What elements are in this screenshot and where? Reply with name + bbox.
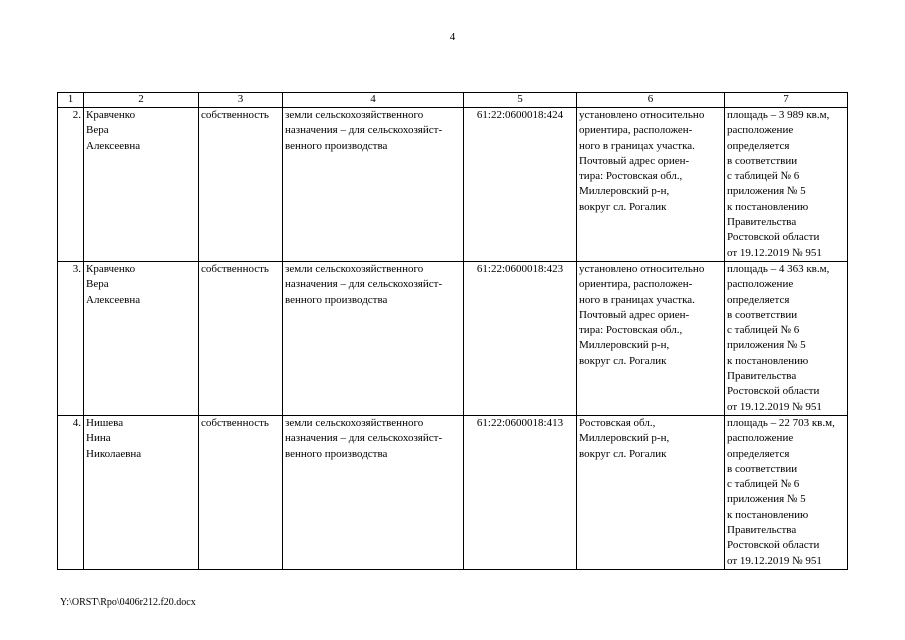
cadastral-number-cell: 61:22:0600018:424 [464,108,577,262]
cell-line: Ростовская обл., [579,416,656,429]
cell-line: Вера [86,278,109,291]
cell-line: приложения № 5 [727,185,806,198]
column-number: 3 [199,93,283,108]
cell-line: Нина [86,432,111,445]
cell-line: ного в границах участка. [579,293,695,306]
cell-line: венного производства [285,139,388,152]
cell-line: в соответствии [727,154,798,167]
cell-line: площадь – 4 363 кв.м, [727,262,830,275]
cell-line: земли сельскохозяйственного [285,262,424,275]
cell-line: Почтовый адрес ориен- [579,154,690,167]
cell-line: Правительства [727,216,797,229]
table-row [58,261,848,415]
cell-line: расположение [727,124,794,137]
right-type-cell: собственность [199,108,283,262]
column-number-row [58,93,848,108]
cell-line: определяется [727,139,790,152]
cell-line: назначения – для сельскохозяйст- [285,124,443,137]
location-cell [577,108,725,262]
table-row [58,415,848,569]
cell-line: Кравченко [86,109,136,121]
location-cell [577,415,725,569]
cell-line: с таблицей № 6 [727,478,800,491]
area-cell [725,108,848,262]
cell-line: ного в границах участка. [579,139,695,152]
cell-line: установлено относительно [579,109,705,121]
cell-line: вокруг сл. Рогалик [579,447,667,460]
owner-cell [84,261,199,415]
cadastral-number-cell: 61:22:0600018:413 [464,415,577,569]
cell-line: Правительства [727,370,797,383]
cell-line: Миллеровский р-н, [579,432,670,445]
page-number: 4 [449,31,456,43]
cell-line: Миллеровский р-н, [579,339,670,352]
cell-line: Правительства [727,524,797,537]
cell-line: Кравченко [86,262,136,275]
cell-line: Алексеевна [86,139,141,152]
cell-line: назначения – для сельскохозяйст- [285,278,443,291]
owner-cell [84,415,199,569]
row-number-cell: 3. [58,261,84,415]
cell-line: вокруг сл. Рогалик [579,200,667,213]
cell-line: ориентира, расположен- [579,278,693,291]
cell-line: приложения № 5 [727,493,806,506]
cell-line: Миллеровский р-н, [579,185,670,198]
row-number-cell: 4. [58,415,84,569]
cell-line: венного производства [285,293,388,306]
column-number: 4 [283,93,464,108]
cell-line: Нишева [86,416,124,429]
land-category-cell [283,108,464,262]
cell-line: вокруг сл. Рогалик [579,354,667,367]
owner-cell [84,108,199,262]
column-number: 6 [577,93,725,108]
location-cell [577,261,725,415]
right-type-cell: собственность [199,415,283,569]
cell-line: с таблицей № 6 [727,324,800,337]
cell-line: Алексеевна [86,293,141,306]
land-category-cell [283,261,464,415]
column-number: 7 [725,93,848,108]
cell-line: Ростовской области [727,231,820,244]
cell-line: ориентира, расположен- [579,124,693,137]
cell-line: Николаевна [86,447,142,460]
cell-line: Ростовской области [727,539,820,552]
cell-line: Ростовской области [727,385,820,398]
land-plots-table [57,92,848,570]
cell-line: венного производства [285,447,388,460]
area-cell [725,261,848,415]
cell-line: назначения – для сельскохозяйст- [285,432,443,445]
table-body [58,108,848,570]
cell-line: определяется [727,447,790,460]
cell-line: Почтовый адрес ориен- [579,308,690,321]
cell-line: к постановлению [727,200,809,213]
file-path-footer: Y:\ORST\Rpo\0406r212.f20.docx [60,597,196,608]
cell-line: площадь – 22 703 кв.м, [727,416,835,429]
cell-line: площадь – 3 989 кв.м, [727,109,830,121]
cell-line: в соответствии [727,308,798,321]
cell-line: от 19.12.2019 № 951 [727,246,822,259]
column-number: 5 [464,93,577,108]
cell-line: определяется [727,293,790,306]
area-cell [725,415,848,569]
cell-line: тира: Ростовская обл., [579,324,683,337]
column-number: 2 [84,93,199,108]
cell-line: в соответствии [727,462,798,475]
row-number-cell: 2. [58,108,84,262]
table-row [58,108,848,262]
cell-line: от 19.12.2019 № 951 [727,400,822,413]
cell-line: расположение [727,432,794,445]
cell-line: установлено относительно [579,262,705,275]
cell-line: к постановлению [727,508,809,521]
cell-line: тира: Ростовская обл., [579,170,683,183]
land-category-cell [283,415,464,569]
cell-line: с таблицей № 6 [727,170,800,183]
right-type-cell: собственность [199,261,283,415]
cell-line: к постановлению [727,354,809,367]
cell-line: от 19.12.2019 № 951 [727,554,822,567]
cell-line: Вера [86,124,109,137]
cell-line: земли сельскохозяйственного [285,416,424,429]
cell-line: приложения № 5 [727,339,806,352]
cadastral-number-cell: 61:22:0600018:423 [464,261,577,415]
cell-line: расположение [727,278,794,291]
column-number: 1 [58,93,84,108]
cell-line: земли сельскохозяйственного [285,109,424,121]
